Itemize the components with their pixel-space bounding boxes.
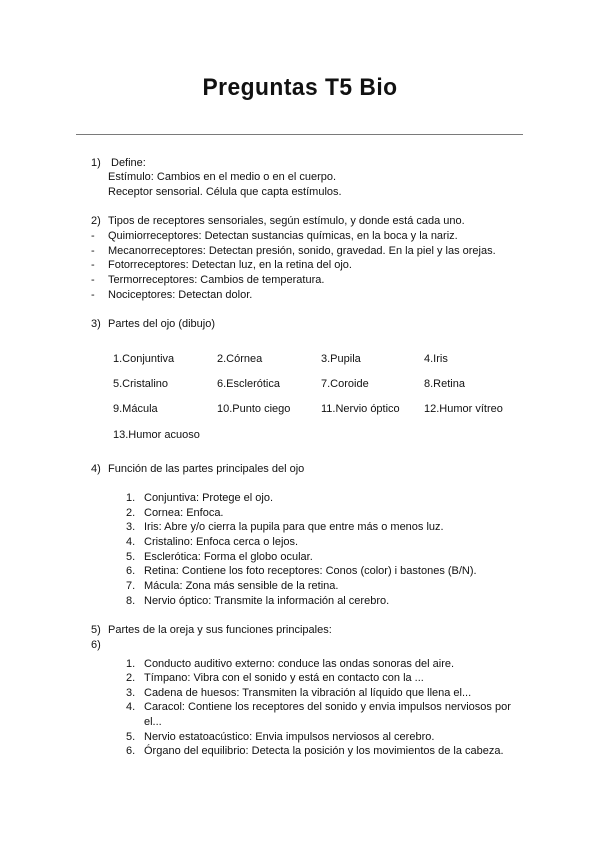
q2-bullet: - (91, 259, 95, 271)
q4-item-number: 3. (126, 521, 136, 533)
q1-heading: Define: (111, 157, 146, 169)
eye-part: 7.Coroide (321, 378, 369, 390)
q2-bullet: - (91, 274, 95, 286)
document-title: Preguntas T5 Bio (202, 74, 398, 101)
q4-item-text: Iris: Abre y/o cierra la pupila para que entre más o menos luz. (144, 521, 444, 533)
q1-line-2: Receptor sensorial. Célula que capta estímulos. (108, 186, 342, 198)
q6-item-text: Conducto auditivo externo: conduce las ondas sonoras del aire. (144, 658, 455, 670)
q6-item-number: 4. (126, 701, 136, 713)
q6-item-text: Órgano del equilibrio: Detecta la posición y los movimientos de la cabeza. (144, 745, 504, 757)
eye-part: 11.Nervio óptico (321, 403, 400, 415)
q4-number: 4) (91, 463, 101, 475)
q2-item-5: Nociceptores: Detectan dolor. (108, 289, 253, 301)
q4-item-number: 2. (126, 507, 136, 519)
q4-item-number: 4. (126, 536, 136, 548)
q4-item-text: Mácula: Zona más sensible de la retina. (144, 580, 339, 592)
q6-item-number: 5. (126, 731, 136, 743)
eye-part: 1.Conjuntiva (113, 353, 175, 365)
q6-item-text: Tímpano: Vibra con el sonido y está en contacto con la ... (144, 672, 424, 684)
q5-heading: Partes de la oreja y sus funciones principales: (108, 624, 332, 636)
q4-item-text: Esclerótica: Forma el globo ocular. (144, 551, 313, 563)
q2-item-3: Fotorreceptores: Detectan luz, en la retina del ojo. (108, 259, 352, 271)
q6-item-number: 3. (126, 687, 136, 699)
q1-number: 1) (91, 157, 101, 169)
eye-part: 12.Humor vítreo (424, 403, 503, 415)
q2-heading: Tipos de receptores sensoriales, según estímulo, y donde está cada uno. (108, 215, 465, 227)
q4-item-text: Retina: Contiene los foto receptores: Conos (color) i bastones (B/N). (144, 565, 477, 577)
q6-item-number: 6. (126, 745, 136, 757)
q4-item-number: 1. (126, 492, 136, 504)
q1-line-1: Estímulo: Cambios en el medio o en el cuerpo. (108, 171, 337, 183)
eye-part: 10.Punto ciego (217, 403, 291, 415)
title-divider (76, 134, 523, 135)
q2-bullet: - (91, 245, 95, 257)
q6-item-text: Cadena de huesos: Transmiten la vibración al líquido que llena el... (144, 687, 472, 699)
q6-item-text-continued: el... (144, 716, 162, 728)
q6-item-text: Caracol: Contiene los receptores del sonido y envia impulsos nerviosos por (144, 701, 511, 713)
q4-item-number: 8. (126, 595, 136, 607)
q3-number: 3) (91, 318, 101, 330)
q3-heading: Partes del ojo (dibujo) (108, 318, 216, 330)
eye-part: 5.Cristalino (113, 378, 169, 390)
q2-item-4: Termorreceptores: Cambios de temperatura. (108, 274, 325, 286)
eye-part: 8.Retina (424, 378, 465, 390)
q4-heading: Función de las partes principales del ojo (108, 463, 305, 475)
q4-item-text: Cornea: Enfoca. (144, 507, 224, 519)
q2-item-2: Mecanorreceptores: Detectan presión, sonido, gravedad. En la piel y las orejas. (108, 245, 496, 257)
q2-item-1: Quimiorreceptores: Detectan sustancias químicas, en la boca y la nariz. (108, 230, 458, 242)
q6-item-number: 2. (126, 672, 136, 684)
eye-part: 3.Pupila (321, 353, 361, 365)
q4-item-number: 6. (126, 565, 136, 577)
eye-part: 4.Iris (424, 353, 448, 365)
q2-number: 2) (91, 215, 101, 227)
q5-number: 5) (91, 624, 101, 636)
eye-part: 2.Córnea (217, 353, 263, 365)
eye-part: 13.Humor acuoso (113, 429, 200, 441)
q6-item-text: Nervio estatoacústico: Envia impulsos nerviosos al cerebro. (144, 731, 435, 743)
q4-item-number: 7. (126, 580, 136, 592)
q6-number: 6) (91, 639, 101, 651)
q4-item-text: Cristalino: Enfoca cerca o lejos. (144, 536, 299, 548)
q2-bullet: - (91, 289, 95, 301)
eye-part: 6.Esclerótica (217, 378, 280, 390)
q4-item-text: Nervio óptico: Transmite la información al cerebro. (144, 595, 390, 607)
eye-part: 9.Mácula (113, 403, 158, 415)
q2-bullet: - (91, 230, 95, 242)
q6-item-number: 1. (126, 658, 136, 670)
q4-item-number: 5. (126, 551, 136, 563)
q4-item-text: Conjuntiva: Protege el ojo. (144, 492, 274, 504)
